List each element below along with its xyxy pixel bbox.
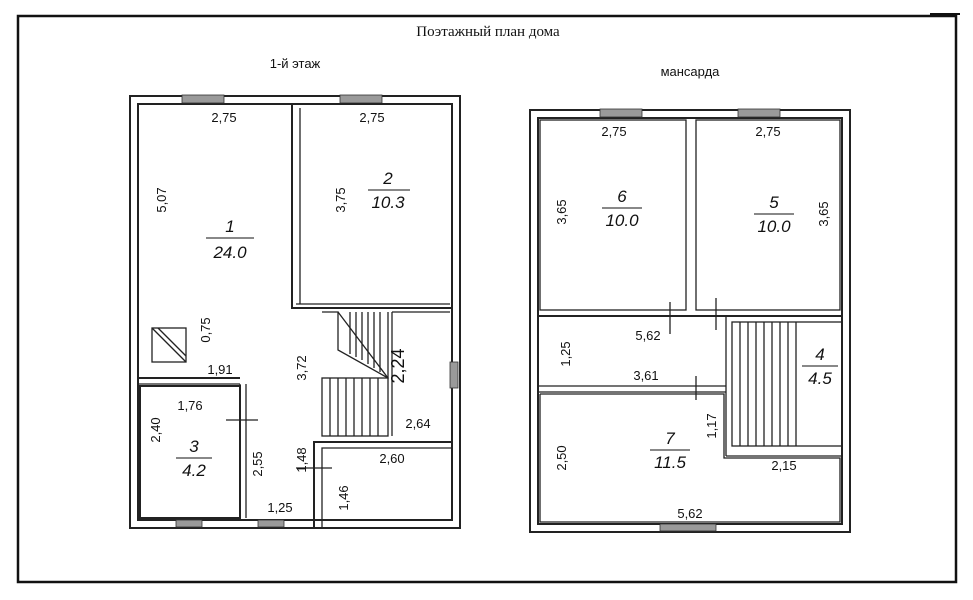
room-4-area: 4.5: [808, 369, 832, 388]
room-3-number: 3: [189, 437, 199, 456]
attic-dim-hall-height: 1,25: [558, 341, 573, 367]
room-3-area: 4.2: [182, 461, 206, 480]
window: [182, 95, 224, 103]
attic-dim-bottom-width: 5,62: [677, 506, 703, 521]
staircase-floor-1: [322, 312, 450, 436]
room-7-number: 7: [665, 429, 675, 448]
window: [600, 109, 642, 117]
room-4-number: 4: [815, 345, 825, 364]
dim-corridor-255: 2,55: [250, 451, 265, 477]
window: [258, 520, 284, 527]
window: [660, 524, 716, 531]
room-6-area: 10.0: [605, 211, 639, 230]
dim-stair-372: 3,72: [294, 355, 309, 381]
dim-room-3-width: 1,76: [177, 398, 203, 413]
room-1-area: 24.0: [213, 243, 247, 262]
window: [738, 109, 780, 117]
attic-plan: [530, 64, 850, 532]
attic-dim-117: 1,17: [704, 413, 719, 439]
dim-height-146: 1,46: [336, 485, 351, 511]
dim-left-height: 5,07: [154, 187, 169, 213]
dim-width-125: 1,25: [267, 500, 293, 515]
attic-outer-wall: [530, 110, 850, 532]
room-5-number: 5: [769, 193, 779, 212]
dim-room-2-height: 3,75: [333, 187, 348, 213]
attic-dim-361: 3,61: [633, 368, 659, 383]
window: [340, 95, 382, 103]
floor-1-label: 1-й этаж: [269, 56, 321, 71]
dim-top-left: 2,75: [211, 110, 237, 125]
attic-dim-left-height: 3,65: [554, 199, 569, 225]
dim-height-148: 1,48: [294, 447, 309, 473]
room-5-area: 10.0: [757, 217, 791, 236]
attic-dim-right-height: 3,65: [816, 201, 831, 227]
attic-dim-215: 2,15: [771, 458, 797, 473]
attic-dim-top-left: 2,75: [601, 124, 627, 139]
dim-chimney: 0,75: [198, 317, 213, 343]
room-1-number: 1: [225, 217, 235, 236]
dim-room-3-height: 2,40: [148, 417, 163, 443]
room-2-area: 10.3: [371, 193, 405, 212]
dim-top-right: 2,75: [359, 110, 385, 125]
window: [176, 520, 202, 527]
chimney-diagonal: [158, 328, 186, 356]
attic-label: мансарда: [660, 64, 720, 79]
room-7-area: 11.5: [654, 453, 686, 472]
dim-width-191: 1,91: [207, 362, 233, 377]
room-2-number: 2: [383, 169, 393, 188]
room-6-number: 6: [617, 187, 627, 206]
dim-stair-224: 2,24: [388, 348, 408, 384]
attic-dim-hall-width: 5,62: [635, 328, 661, 343]
chimney-diagonal: [152, 328, 186, 362]
plan-title: Поэтажный план дома: [416, 24, 560, 40]
attic-dim-250: 2,50: [554, 445, 569, 471]
floor-1-plan: [130, 56, 460, 528]
attic-dim-top-right: 2,75: [755, 124, 781, 139]
dim-width-260: 2,60: [379, 451, 405, 466]
outer-frame: [18, 16, 956, 582]
dim-width-264: 2,64: [405, 416, 431, 431]
window: [450, 362, 458, 388]
